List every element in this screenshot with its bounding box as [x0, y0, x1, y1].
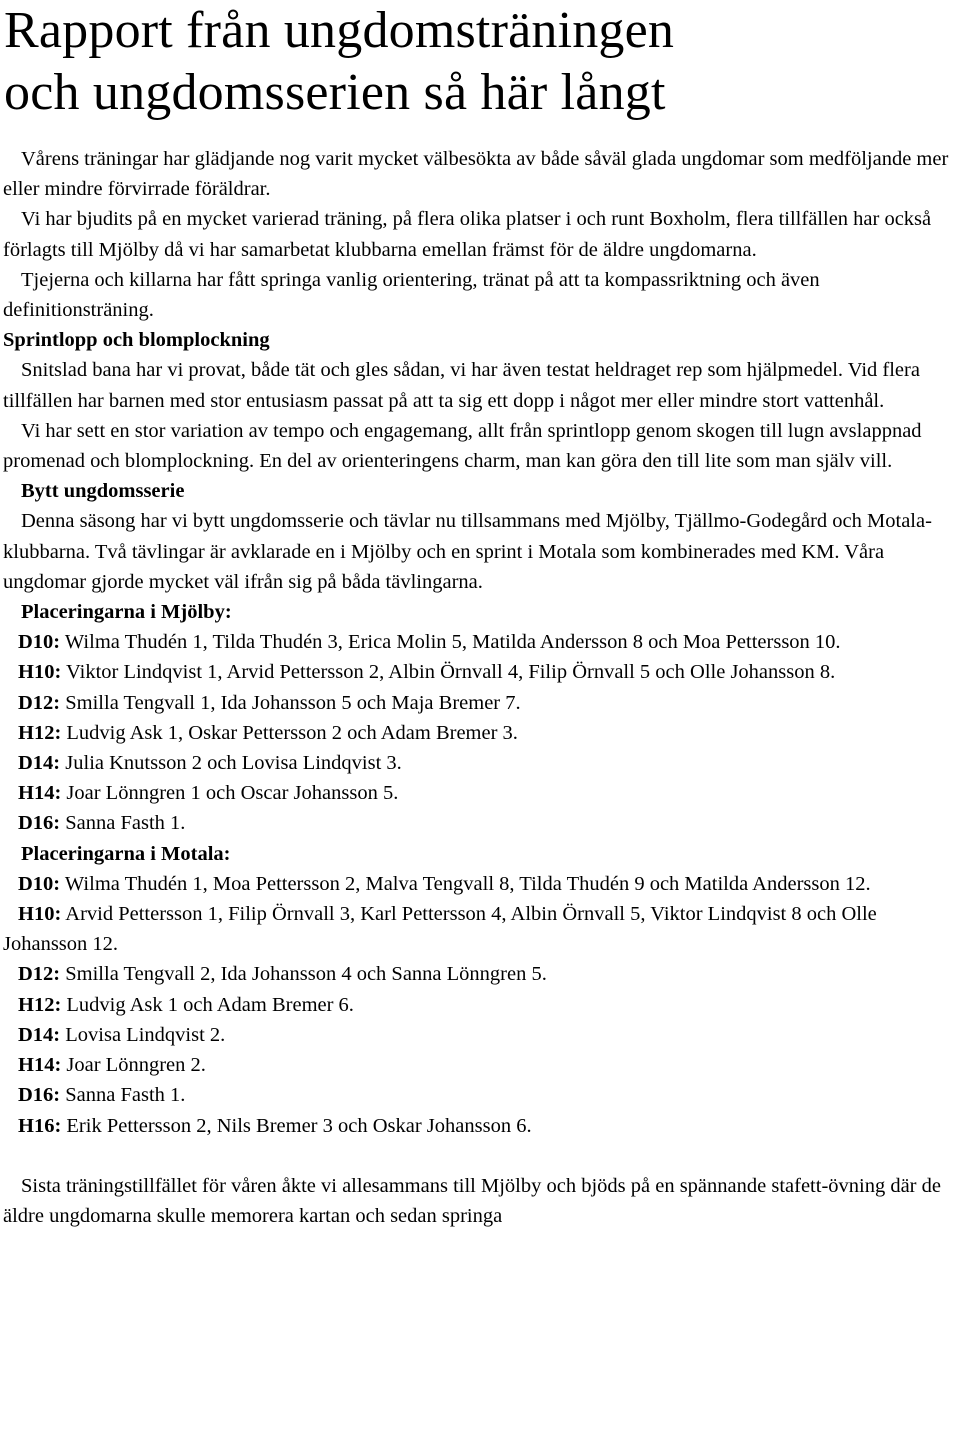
closing-paragraph: Sista träningstillfället för våren åkte vi allesammans till Mjölby och bjöds på en spännande stafett-övning där de äldre ungdomarna skulle memorera kartan och sedan springa	[3, 1174, 941, 1227]
result-row: D12: Smilla Tengvall 1, Ida Johansson 5 och Maja Bremer 7.	[18, 691, 521, 714]
sprint-paragraph-1: Snitslad bana har vi provat, både tät och gles sådan, vi har även testat heldraget rep som hjälpmedel. Vid flera tillfällen har barnen med stor entusiasm passat på att ta sig ett dopp i något mer eller mindre stort vattenhål.	[3, 359, 920, 412]
result-row: D12: Smilla Tengvall 2, Ida Johansson 4 och Sanna Lönngren 5.	[18, 963, 547, 986]
results-list-mjolby	[3, 627, 957, 838]
results-list-motala	[3, 869, 957, 1141]
page-title	[4, 0, 954, 124]
intro-paragraph-1: Vårens träningar har glädjande nog varit mycket välbesökta av både såväl glada ungdomar som medföljande mer eller mindre förvirrade föräldrar.	[3, 148, 949, 201]
section-heading-sprint: Sprintlopp och blomplockning	[3, 329, 270, 352]
result-row: D10: Wilma Thudén 1, Moa Pettersson 2, Malva Tengvall 8, Tilda Thudén 9 och Matilda Andersson 12.	[18, 872, 871, 895]
section-heading-mjolby: Placeringarna i Mjölby:	[21, 601, 232, 624]
result-row: H12: Ludvig Ask 1, Oskar Pettersson 2 och Adam Bremer 3.	[18, 721, 518, 744]
title-line-1: Rapport från ungdomsträningen	[4, 2, 675, 59]
section-heading-motala: Placeringarna i Motala:	[21, 842, 231, 865]
result-row: D16: Sanna Fasth 1.	[18, 1084, 186, 1107]
result-row: H10: Arvid Pettersson 1, Filip Örnvall 3, Karl Pettersson 4, Albin Örnvall 5, Viktor Lindqvist 8 och Olle Johansson 12.	[3, 903, 877, 956]
result-row: D16: Sanna Fasth 1.	[18, 812, 186, 835]
result-row: D14: Julia Knutsson 2 och Lovisa Lindqvist 3.	[18, 752, 402, 775]
intro-paragraph-3: Tjejerna och killarna har fått springa vanlig orientering, tränat på att ta kompassriktning och även definitionsträning.	[3, 268, 820, 322]
section-heading-series: Bytt ungdomsserie	[21, 480, 185, 503]
result-row: H10: Viktor Lindqvist 1, Arvid Pettersson 2, Albin Örnvall 4, Filip Örnvall 5 och Olle Johansson 8.	[18, 661, 836, 684]
result-row: D14: Lovisa Lindqvist 2.	[18, 1023, 226, 1046]
article-body	[3, 144, 957, 1231]
result-row: D10: Wilma Thudén 1, Tilda Thudén 3, Erica Molin 5, Matilda Andersson 8 och Moa Pettersson 10.	[18, 631, 841, 654]
result-row: H14: Joar Lönngren 2.	[18, 1054, 206, 1077]
intro-paragraph-2: Vi har bjudits på en mycket varierad träning, på flera olika platser i och runt Boxholm, flera tillfällen har också förlagts till Mjölby då vi har samarbetat klubbarna emellan främst för de äldre ungdomarna.	[3, 208, 932, 261]
result-row: H14: Joar Lönngren 1 och Oscar Johansson 5.	[18, 782, 399, 805]
title-line-2: och ungdomsserien så här långt	[4, 64, 666, 121]
result-row: H12: Ludvig Ask 1 och Adam Bremer 6.	[18, 993, 354, 1016]
sprint-paragraph-2: Vi har sett en stor variation av tempo och engagemang, allt från sprintlopp genom skogen till lugn avslappnad promenad och blomplockning. En del av orienteringens charm, man kan göra den till lite som man själv vill.	[3, 419, 922, 473]
series-paragraph-1: Denna säsong har vi bytt ungdomsserie och tävlar nu tillsammans med Mjölby, Tjällmo-Godegård och Motala-klubbarna. Två tävlingar är avklarade en i Mjölby och en sprint i Motala som kombinerades med KM. Våra ungdomar gjorde mycket väl ifrån sig på båda tävlingarna.	[3, 510, 932, 593]
spacer	[3, 1141, 957, 1171]
result-row: H16: Erik Pettersson 2, Nils Bremer 3 och Oskar Johansson 6.	[18, 1114, 532, 1137]
